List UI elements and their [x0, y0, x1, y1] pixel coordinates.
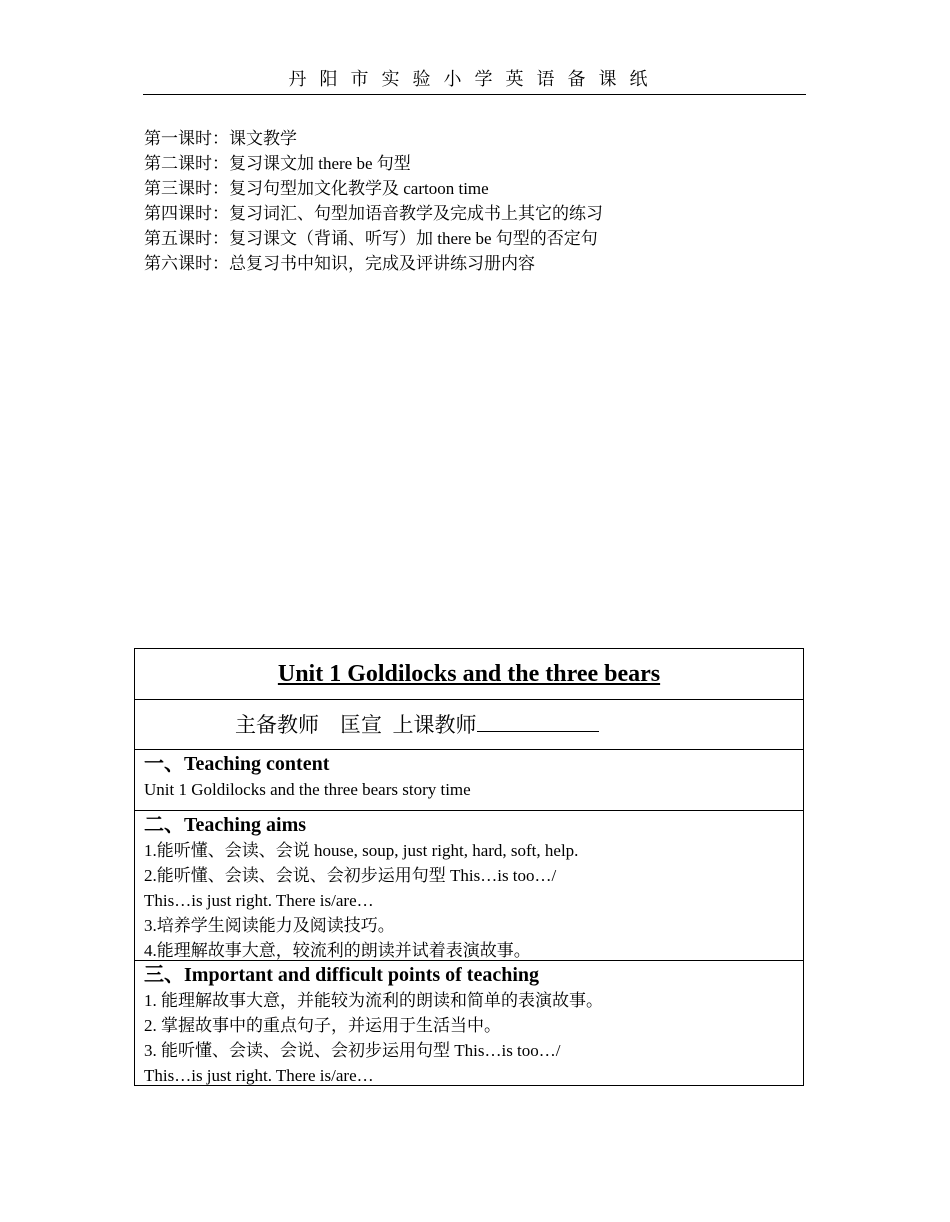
lead-teacher-label: 主备教师: [235, 713, 319, 737]
section-line: Unit 1 Goldilocks and the three bears story time: [144, 780, 471, 799]
section-line: 3. 能听懂、会读、会说、会初步运用句型 This…is too…/: [144, 1041, 561, 1060]
unit-title: Unit 1 Goldilocks and the three bears: [277, 661, 661, 687]
section-teaching-content: [135, 749, 803, 810]
lesson-teacher-label: 上课教师: [392, 713, 477, 737]
section-line: 2.能听懂、会读、会说、会初步运用句型 This…is too…/: [144, 866, 557, 885]
lead-teacher-name: 匡宣: [340, 713, 382, 737]
section-line: 1. 能理解故事大意，并能较为流利的朗读和简单的表演故事。: [144, 991, 603, 1010]
schedule-line: 第六课时：总复习书中知识，完成及评讲练习册内容: [144, 254, 535, 273]
section-line: 2. 掌握故事中的重点句子，并运用于生活当中。: [144, 1016, 501, 1035]
section-heading: 二、Teaching aims: [144, 814, 307, 836]
schedule-line: 第五课时：复习课文（背诵、听写）加 there be 句型的否定句: [144, 229, 598, 248]
lesson-plan-table: [134, 648, 804, 1086]
schedule-line: 第四课时：复习词汇、句型加语音教学及完成书上其它的练习: [144, 204, 603, 223]
schedule-line: 第一课时：课文教学: [144, 129, 297, 148]
section-heading: 一、Teaching content: [144, 753, 330, 775]
page-header: 丹阳市实验小学英语备课纸: [143, 66, 806, 95]
lesson-teacher-blank: [477, 710, 599, 732]
section-line: This…is just right. There is/are…: [144, 891, 374, 910]
section-key-points: [135, 960, 803, 1085]
section-teaching-aims: [135, 810, 803, 960]
teacher-row: [135, 699, 803, 749]
schedule-line: 第二课时：复习课文加 there be 句型: [144, 154, 411, 173]
section-line: 4.能理解故事大意，较流利的朗读并试着表演故事。: [144, 941, 531, 960]
lesson-schedule: [144, 126, 784, 276]
section-line: This…is just right. There is/are…: [144, 1066, 374, 1085]
section-line: 3.培养学生阅读能力及阅读技巧。: [144, 916, 395, 935]
section-line: 1.能听懂、会读、会说 house, soup, just right, hard, soft, help.: [144, 841, 579, 860]
section-heading: 三、Important and difficult points of teaching: [144, 964, 540, 986]
schedule-line: 第三课时：复习句型加文化教学及 cartoon time: [144, 179, 489, 198]
